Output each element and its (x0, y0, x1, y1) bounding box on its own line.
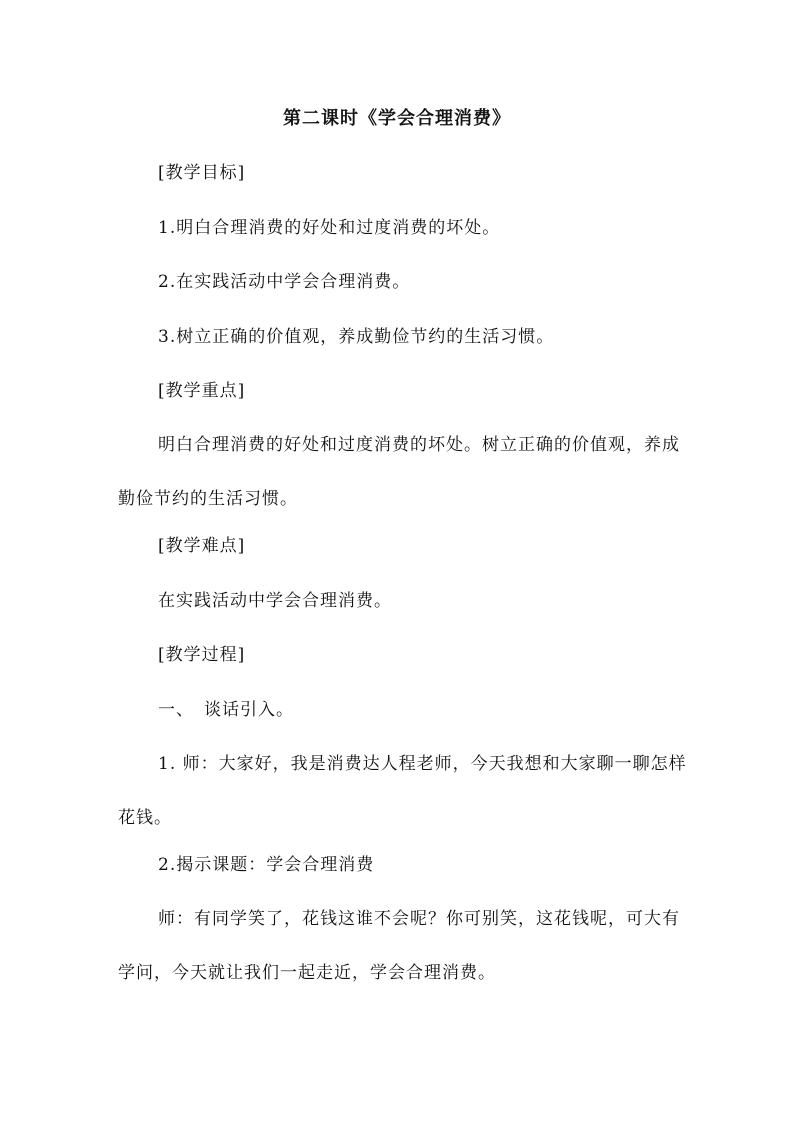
teacher-dialogue-text: 师：有同学笑了，花钱这谁不会呢？你可别笑，这花钱呢，可大有学问，今天就让我们一起走近，学会合理消费。 (118, 909, 680, 983)
process-heading: [教学过程] (158, 645, 246, 665)
key-points-text: 明白合理消费的好处和过度消费的坏处。树立正确的价值观，养成勤俭节约的生活习惯。 (118, 435, 680, 509)
key-points-heading: [教学重点] (158, 381, 246, 401)
section-title: 谈话引入。 (204, 700, 294, 720)
goal-item-2: 2.在实践活动中学会合理消费。 (158, 272, 411, 292)
step-2-text: 2.揭示课题：学会合理消费 (158, 855, 375, 875)
goal-item-1: 1.明白合理消费的好处和过度消费的坏处。 (158, 218, 501, 238)
section-heading (158, 697, 294, 723)
goal-item-3: 3.树立正确的价值观，养成勤俭节约的生活习惯。 (158, 327, 555, 347)
page-title: 第二课时《学会合理消费》 (283, 108, 511, 129)
difficulty-text: 在实践活动中学会合理消费。 (158, 591, 392, 611)
section-number: 一、 (158, 700, 194, 720)
difficulty-heading: [教学难点] (158, 536, 246, 556)
step-1-text: 1. 师：大家好，我是消费达人程老师，今天我想和大家聊一聊怎样花钱。 (118, 754, 687, 828)
goals-heading: [教学目标] (158, 163, 246, 183)
